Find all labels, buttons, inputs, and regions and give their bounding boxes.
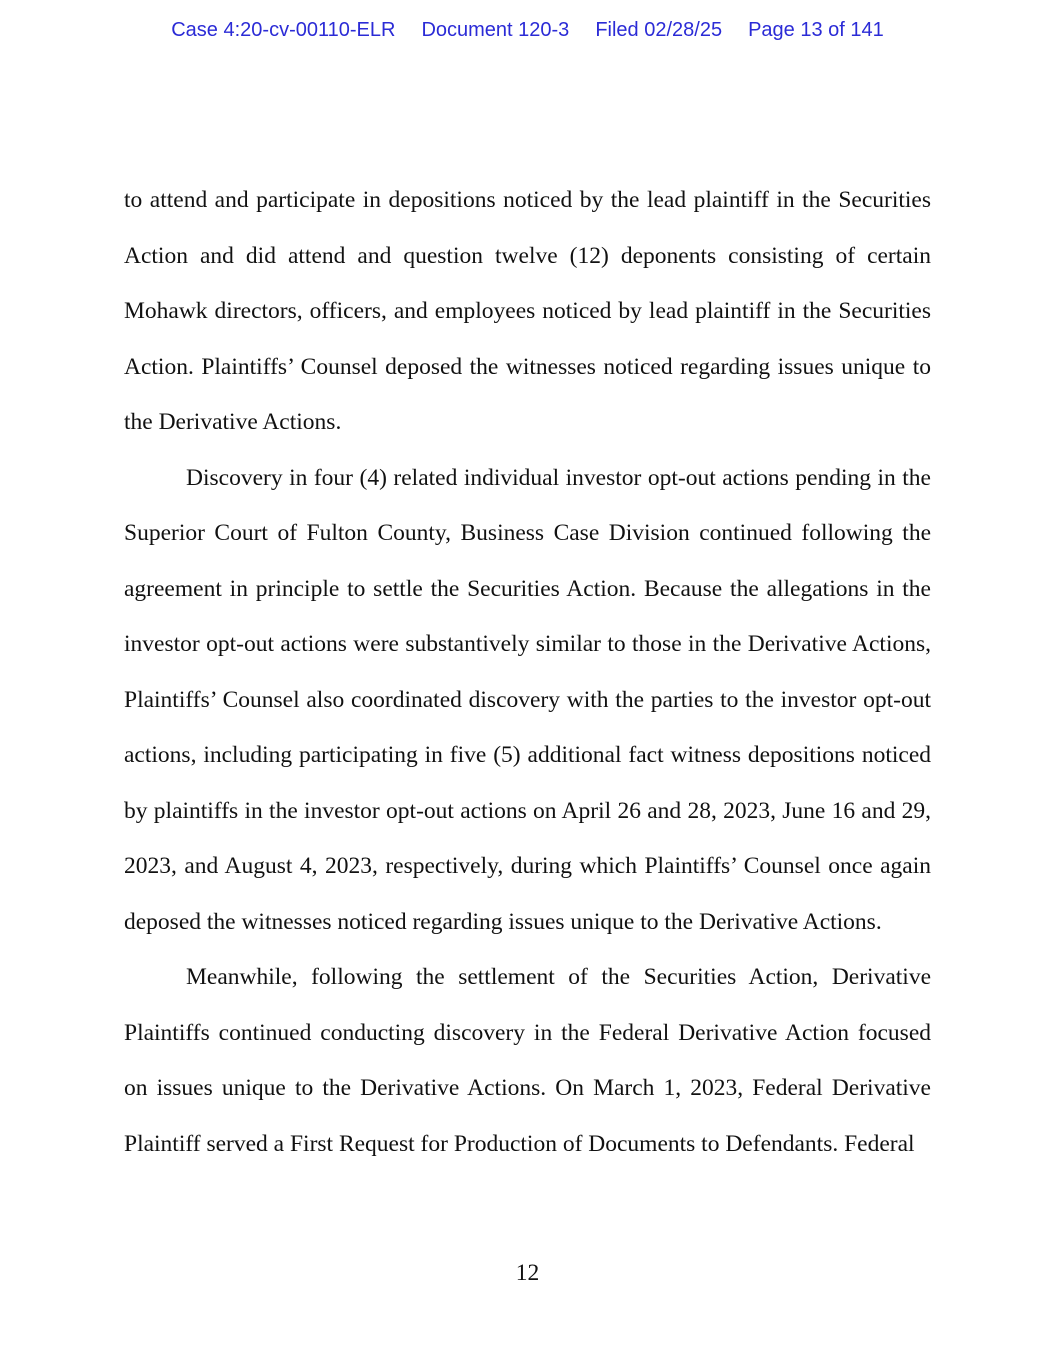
- filing-header: [0, 19, 1055, 42]
- paragraph-continued: to attend and participate in depositions noticed by the lead plaintiff in the Securities Action and did attend and question twelve (12) deponents consisting of certain Mohawk directors, officers, and employees noticed by lead plaintiff in the Securities Action. Plaintiffs’ Counsel deposed the witnesses noticed regarding issues unique to the Derivative Actions.: [124, 187, 931, 435]
- case-number: Case 4:20-cv-00110-ELR: [171, 19, 396, 41]
- document-body: [124, 173, 931, 1172]
- paragraph-discovery-opt-out: Discovery in four (4) related individual investor opt-out actions pending in the Superior Court of Fulton County, Business Case Division continued following the agreement in principle to settle the Securities Action. Because the allegations in the investor opt-out actions were substantively similar to those in the Derivative Actions, Plaintiffs’ Counsel also coordinated discovery with the parties to the investor opt-out actions, including participating in five (5) additional fact witness depositions noticed by plaintiffs in the investor opt-out actions on April 26 and 28, 2023, June 16 and 29, 2023, and August 4, 2023, respectively, during which Plaintiffs’ Counsel once again deposed the witnesses noticed regarding issues unique to the Derivative Actions.: [124, 464, 931, 935]
- document-number: Document 120-3: [421, 19, 570, 41]
- page-count: Page 13 of 141: [748, 19, 884, 41]
- filed-date: Filed 02/28/25: [595, 19, 723, 41]
- paragraph-federal-discovery: Meanwhile, following the settlement of the Securities Action, Derivative Plaintiffs continued conducting discovery in the Federal Derivative Action focused on issues unique to the Derivative Actions. On March 1, 2023, Federal Derivative Plaintiff served a First Request for Production of Documents to Defendants. Federal: [124, 964, 931, 1157]
- page-number: 12: [515, 1260, 540, 1286]
